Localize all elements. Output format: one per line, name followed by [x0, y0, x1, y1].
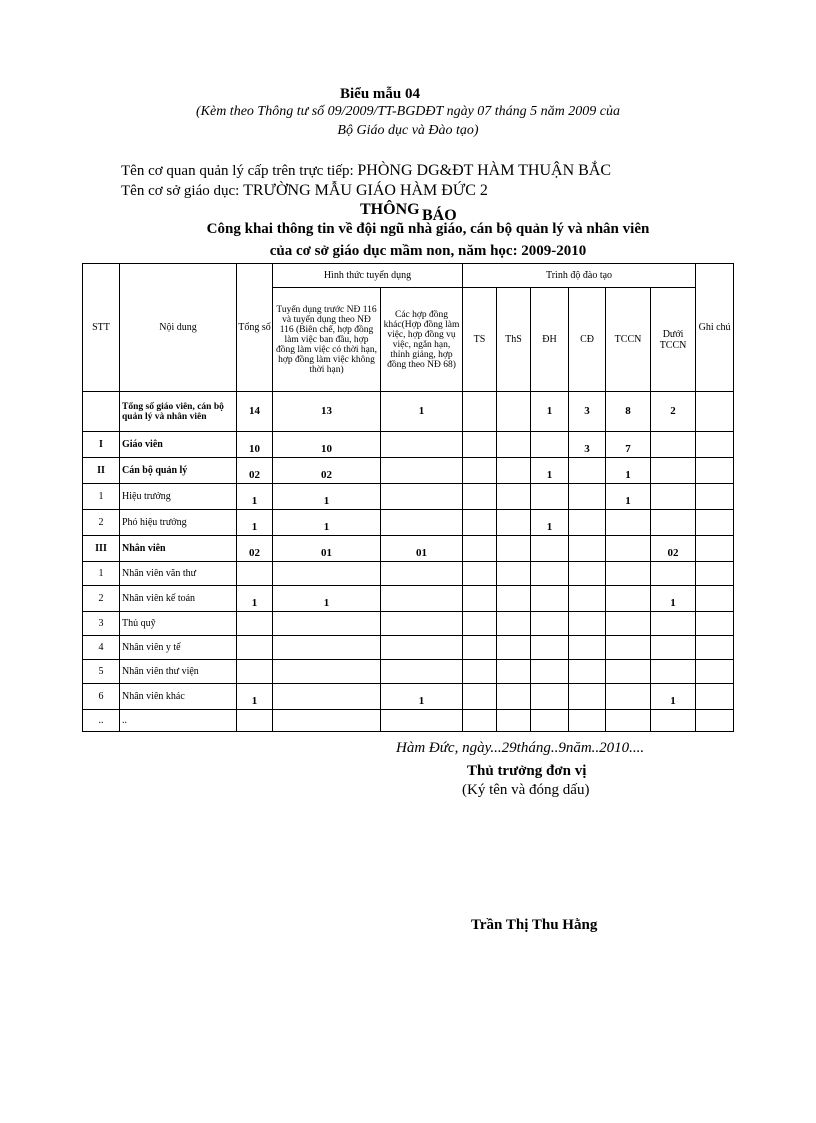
header-ths: ThS — [497, 288, 531, 392]
cell-note — [696, 660, 734, 684]
cell-stt: 4 — [83, 636, 120, 660]
table-row — [83, 612, 734, 636]
cell-ths — [497, 484, 531, 510]
school-line — [121, 182, 488, 200]
cell-cd — [569, 536, 606, 562]
cell-dh — [531, 586, 569, 612]
cell-total: 1 — [237, 684, 273, 710]
cell-content: Tổng số giáo viên, cán bộ quản lý và nhân viên — [120, 392, 237, 432]
cell-ths — [497, 432, 531, 458]
cell-note — [696, 484, 734, 510]
header-tccn: TCCN — [606, 288, 651, 392]
table-row — [83, 536, 734, 562]
cell-dh — [531, 636, 569, 660]
cell-ts — [463, 562, 497, 586]
cell-tccn — [606, 660, 651, 684]
table-row — [83, 562, 734, 586]
header-ts: TS — [463, 288, 497, 392]
header-content: Nội dung — [120, 264, 237, 392]
cell-before: 01 — [273, 536, 381, 562]
cell-tccn — [606, 536, 651, 562]
cell-total: 1 — [237, 586, 273, 612]
cell-dh: 1 — [531, 458, 569, 484]
cell-stt: 2 — [83, 586, 120, 612]
cell-tccn — [606, 612, 651, 636]
cell-dh — [531, 432, 569, 458]
cell-content: Nhân viên y tế — [120, 636, 237, 660]
school-value: TRƯỜNG MẪU GIÁO HÀM ĐỨC 2 — [243, 182, 488, 199]
cell-total: 14 — [237, 392, 273, 432]
header-recruit-before: Tuyển dụng trước NĐ 116 và tuyển dụng theo NĐ 116 (Biên chế, hợp đồng làm việc ban đầu, hợp đồng làm việc có thời hạn, hợp đồng làm việc không thời hạn) — [273, 288, 381, 392]
cell-ths — [497, 458, 531, 484]
cell-before: 13 — [273, 392, 381, 432]
table-row — [83, 636, 734, 660]
cell-stt: 1 — [83, 484, 120, 510]
cell-cd — [569, 562, 606, 586]
header-note: Ghi chú — [696, 264, 734, 392]
table-row — [83, 710, 734, 732]
cell-below: 02 — [651, 536, 696, 562]
cell-cd — [569, 458, 606, 484]
publicity-line-2: của cơ sở giáo dục mầm non, năm học: 2009-2010 — [269, 243, 587, 259]
cell-note — [696, 432, 734, 458]
cell-below — [651, 458, 696, 484]
cell-note — [696, 710, 734, 732]
cell-content: Hiệu trưởng — [120, 484, 237, 510]
cell-below: 1 — [651, 684, 696, 710]
management-agency-label: Tên cơ quan quản lý cấp trên trực tiếp: — [121, 163, 354, 179]
cell-cd — [569, 510, 606, 536]
cell-other — [381, 586, 463, 612]
cell-other — [381, 510, 463, 536]
cell-tccn: 7 — [606, 432, 651, 458]
cell-ts — [463, 660, 497, 684]
cell-below: 2 — [651, 392, 696, 432]
cell-before — [273, 612, 381, 636]
cell-note — [696, 536, 734, 562]
management-agency-line — [121, 162, 611, 180]
cell-other — [381, 562, 463, 586]
cell-tccn: 8 — [606, 392, 651, 432]
cell-total — [237, 660, 273, 684]
cell-other — [381, 432, 463, 458]
cell-ths — [497, 586, 531, 612]
cell-ts — [463, 458, 497, 484]
cell-tccn — [606, 586, 651, 612]
cell-ths — [497, 684, 531, 710]
cell-below — [651, 484, 696, 510]
cell-note — [696, 562, 734, 586]
staff-table — [82, 263, 734, 732]
cell-ths — [497, 636, 531, 660]
cell-ts — [463, 510, 497, 536]
notice-title-part-2: BÁO — [422, 207, 457, 224]
cell-note — [696, 636, 734, 660]
cell-before: 1 — [273, 586, 381, 612]
cell-stt: 2 — [83, 510, 120, 536]
table-row — [83, 392, 734, 432]
cell-total: 1 — [237, 510, 273, 536]
cell-cd — [569, 612, 606, 636]
cell-content: Nhân viên kế toán — [120, 586, 237, 612]
table-row — [83, 684, 734, 710]
cell-stt: II — [83, 458, 120, 484]
header-training-group: Trình độ đào tạo — [463, 264, 696, 288]
cell-cd — [569, 586, 606, 612]
attachment-line-2: Bộ Giáo dục và Đào tạo) — [337, 123, 479, 138]
table-row — [83, 432, 734, 458]
cell-other — [381, 710, 463, 732]
cell-stt: 6 — [83, 684, 120, 710]
attachment-line-1: (Kèm theo Thông tư số 09/2009/TT-BGDĐT ngày 07 tháng 5 năm 2009 của — [195, 104, 620, 119]
cell-below — [651, 710, 696, 732]
cell-below — [651, 432, 696, 458]
cell-ts — [463, 536, 497, 562]
cell-cd — [569, 484, 606, 510]
cell-stt: 1 — [83, 562, 120, 586]
cell-tccn — [606, 710, 651, 732]
cell-note — [696, 458, 734, 484]
cell-stt: I — [83, 432, 120, 458]
cell-total: 1 — [237, 484, 273, 510]
cell-stt: 3 — [83, 612, 120, 636]
cell-total — [237, 710, 273, 732]
cell-before: 1 — [273, 510, 381, 536]
cell-ths — [497, 562, 531, 586]
cell-below — [651, 612, 696, 636]
publicity-line-1: Công khai thông tin về đội ngũ nhà giáo, cán bộ quản lý và nhân viên — [206, 221, 650, 237]
cell-total — [237, 562, 273, 586]
cell-dh — [531, 612, 569, 636]
cell-total — [237, 612, 273, 636]
cell-tccn — [606, 684, 651, 710]
cell-stt — [83, 392, 120, 432]
sign-note: (Ký tên và đóng dấu) — [462, 782, 590, 798]
cell-ths — [497, 392, 531, 432]
cell-other — [381, 612, 463, 636]
table-row — [83, 484, 734, 510]
signer-name: Trần Thị Thu Hằng — [471, 917, 598, 933]
cell-cd — [569, 710, 606, 732]
table-row — [83, 586, 734, 612]
cell-other — [381, 660, 463, 684]
cell-content: Cán bộ quản lý — [120, 458, 237, 484]
header-below-tccn: Dưới TCCN — [651, 288, 696, 392]
cell-cd: 3 — [569, 432, 606, 458]
cell-before: 02 — [273, 458, 381, 484]
cell-ths — [497, 710, 531, 732]
form-title: Biểu mẫu 04 — [339, 86, 420, 102]
cell-note — [696, 392, 734, 432]
cell-tccn: 1 — [606, 484, 651, 510]
cell-before — [273, 636, 381, 660]
cell-total: 02 — [237, 458, 273, 484]
cell-cd — [569, 636, 606, 660]
notice-title-part-1: THÔNG — [360, 201, 420, 218]
cell-other: 01 — [381, 536, 463, 562]
cell-ts — [463, 636, 497, 660]
header-recruit-other: Các hợp đồng khác(Hợp đồng làm việc, hợp đồng vụ việc, ngắn hạn, thỉnh giảng, hợp đồng theo NĐ 68) — [381, 288, 463, 392]
cell-content: Phó hiệu trưởng — [120, 510, 237, 536]
cell-total: 02 — [237, 536, 273, 562]
header-recruitment-group: Hình thức tuyển dụng — [273, 264, 463, 288]
cell-below — [651, 562, 696, 586]
school-label: Tên cơ sở giáo dục: — [121, 183, 240, 199]
cell-ths — [497, 536, 531, 562]
cell-ts — [463, 612, 497, 636]
cell-dh: 1 — [531, 392, 569, 432]
cell-stt: 5 — [83, 660, 120, 684]
cell-content: Nhân viên khác — [120, 684, 237, 710]
cell-ts — [463, 432, 497, 458]
cell-below — [651, 660, 696, 684]
cell-ts — [463, 392, 497, 432]
cell-note — [696, 586, 734, 612]
management-agency-value: PHÒNG DG&ĐT HÀM THUẬN BẮC — [357, 162, 612, 179]
cell-content: Nhân viên văn thư — [120, 562, 237, 586]
cell-below — [651, 636, 696, 660]
cell-other: 1 — [381, 392, 463, 432]
cell-dh — [531, 562, 569, 586]
header-dh: ĐH — [531, 288, 569, 392]
cell-tccn — [606, 510, 651, 536]
cell-dh — [531, 710, 569, 732]
cell-tccn — [606, 562, 651, 586]
cell-content: Nhân viên thư viện — [120, 660, 237, 684]
table-row — [83, 510, 734, 536]
cell-before — [273, 710, 381, 732]
cell-stt: .. — [83, 710, 120, 732]
cell-ts — [463, 586, 497, 612]
cell-below: 1 — [651, 586, 696, 612]
cell-tccn — [606, 636, 651, 660]
cell-dh: 1 — [531, 510, 569, 536]
place-date: Hàm Đức, ngày...29tháng..9năm..2010.... — [396, 740, 645, 756]
cell-cd — [569, 660, 606, 684]
cell-ts — [463, 710, 497, 732]
cell-ths — [497, 660, 531, 684]
cell-other: 1 — [381, 684, 463, 710]
cell-stt: III — [83, 536, 120, 562]
cell-dh — [531, 484, 569, 510]
cell-note — [696, 510, 734, 536]
head-title: Thủ trưởng đơn vị — [467, 763, 587, 779]
cell-ts — [463, 684, 497, 710]
cell-note — [696, 612, 734, 636]
cell-before — [273, 684, 381, 710]
header-cd: CĐ — [569, 288, 606, 392]
cell-cd — [569, 684, 606, 710]
cell-below — [651, 510, 696, 536]
cell-content: Thủ quỹ — [120, 612, 237, 636]
cell-before: 1 — [273, 484, 381, 510]
cell-ths — [497, 612, 531, 636]
table-row — [83, 660, 734, 684]
cell-content: .. — [120, 710, 237, 732]
cell-tccn: 1 — [606, 458, 651, 484]
cell-ts — [463, 484, 497, 510]
cell-before: 10 — [273, 432, 381, 458]
cell-other — [381, 484, 463, 510]
cell-total: 10 — [237, 432, 273, 458]
cell-cd: 3 — [569, 392, 606, 432]
cell-dh — [531, 684, 569, 710]
header-stt: STT — [83, 264, 120, 392]
cell-note — [696, 684, 734, 710]
table-row — [83, 458, 734, 484]
cell-content: Giáo viên — [120, 432, 237, 458]
cell-dh — [531, 536, 569, 562]
cell-before — [273, 562, 381, 586]
cell-ths — [497, 510, 531, 536]
cell-dh — [531, 660, 569, 684]
cell-other — [381, 458, 463, 484]
cell-content: Nhân viên — [120, 536, 237, 562]
cell-before — [273, 660, 381, 684]
cell-total — [237, 636, 273, 660]
cell-other — [381, 636, 463, 660]
header-total: Tổng số — [237, 264, 273, 392]
